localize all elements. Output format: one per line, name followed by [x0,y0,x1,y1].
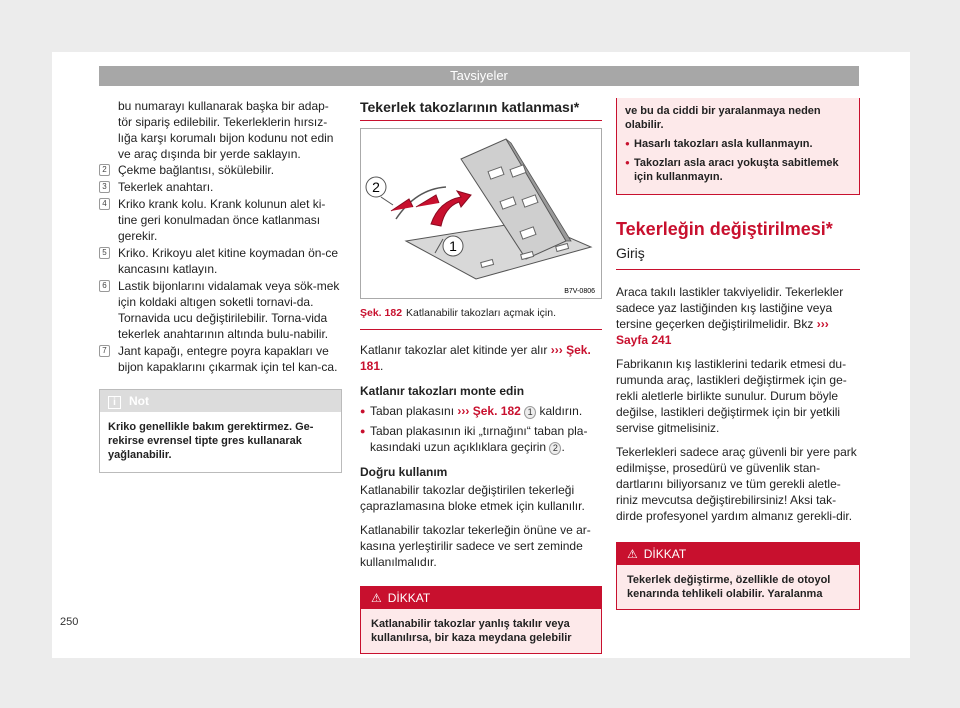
intro-paragraph: bu numarayı kullanarak başka bir adap-tör sipariş edilebilir. Tekerleklerin hırsız-lığa karşı korumalı bijon kodunu not edin ve araç dışında bir yerde saklayın. [118,99,334,161]
bullet-1 [360,403,602,419]
item-number-badge: 6 [99,280,110,292]
item-text: Kriko. Krikoyu alet kitine koymadan ön-ce kancasını katlayın. [118,246,339,276]
warning-continuation [616,98,860,195]
note-box [99,389,342,473]
warning-cont-text: ve bu da ciddi bir yaralanmaya neden olabilir. [625,105,821,131]
column-left [99,98,342,473]
item-number-badge: 4 [99,198,110,210]
warning-title: DİKKAT [643,547,687,561]
item-text: Lastik bijonlarını vidalamak veya sök-mek için koldaki altıgen soketli tornavi-da. Tornavida ucu değiştirilebilir. Torna-vida tekerlek anahtarının altında bulu-nabilir. [118,279,340,341]
caption-text: Katlanabilir takozları açmak için. [406,307,557,319]
figure-caption [360,305,602,330]
warning-box [360,586,602,654]
ref-arrows: ››› [550,343,563,357]
warning-bullet-2: ● Takozları asla aracı yokuşta sabitlemek için kullanmayın. [625,156,851,184]
list-item [99,162,342,178]
paragraph-1 [360,342,602,374]
item-number-badge: 3 [99,181,110,193]
numbered-list [99,162,342,375]
warning-box [616,542,860,610]
note-body: Kriko genellikle bakım gerektirmez. Ge-rekirse evrensel tipte gres kullanarak yağlanabilir. [108,421,314,461]
paragraph-1 [616,284,860,348]
list-item [99,245,342,277]
item-text: Çekme bağlantısı, sökülebilir. [118,163,275,177]
warning-body: Katlanabilir takozlar yanlış takılır veya kullanılırsa, bir kaza meydana gelebilir [361,609,601,653]
page-link[interactable]: Sayfa 241 [616,333,672,347]
b2-end: . [561,440,565,454]
paragraph-3: Katlanabilir takozlar tekerleğin önüne ve ar-kasına yerleştirilir sadece ve sert zeminde kullanılmalıdır. [360,523,591,569]
list-item [99,196,342,244]
subheading-usage: Doğru kullanım [360,465,448,479]
column-middle [360,98,602,654]
item-number-badge: 2 [99,164,110,176]
callout-badge: 1 [524,406,536,419]
b2-text: Taban plakasının iki „tırnağını“ taban pla-kasındaki uzun açıklıklara geçirin [370,424,588,454]
list-item [99,343,342,375]
caption-label: Şek. 182 [360,307,403,319]
figure-image [360,128,602,299]
item-text: Kriko krank kolu. Krank kolunun alet ki-tine geri konulmadan önce katlanması gerekir. [118,197,326,243]
page-number: 250 [60,616,79,628]
subheading-install: Katlanır takozları monte edin [360,384,525,398]
item-text: Jant kapağı, entegre poyra kapakları ve bijon kapaklarını çıkarmak için tel kan-ca. [118,344,338,374]
figure-code: B7V-0806 [564,288,595,295]
column-right [616,98,860,610]
section-header: Tavsiyeler [99,66,859,86]
warning-triangle-icon: ⚠ [371,591,382,605]
info-icon: i [108,396,121,409]
paragraph-3: Tekerlekleri sadece araç güvenli bir yere park edilmişse, prosedürü ve güvenlik stan-dartlarını biliyorsanız ve tüm gerekli aletle-riniz mevcutsa değiştirebilirsiniz! Aksi tak-dirde profesyonel yardım almanız gerekli-dir. [616,445,857,523]
chock-drawing [381,139,591,279]
chapter-title: Tekerleğin değiştirilmesi* [616,219,833,239]
warning-title: DİKKAT [387,591,431,605]
paragraph-2: Fabrikanın kış lastiklerini tedarik etmesi du-rumunda araç, lastikleri değiştirmek için ge-rekli aletlerle birlikte sunulur. Durum böyle değilse, lastikleri değiştirmek için bir yetkili servise gitmelisiniz. [616,357,847,435]
warning-triangle-icon: ⚠ [627,547,638,561]
section-title: Tekerlek takozlarının katlanması* [360,98,602,121]
note-title: Not [129,394,149,408]
bullet-2 [360,423,602,455]
figure-label-2: 2 [372,179,380,195]
item-text: Tekerlek anahtarı. [118,180,214,194]
item-number-badge: 5 [99,247,110,259]
figure-link[interactable]: Şek. 181 [360,343,591,373]
warning-body: Tekerlek değiştirme, özellikle de otoyol kenarında tehlikeli olabilir. Yaralanma [617,565,859,609]
figure-label-1: 1 [449,238,457,254]
figure-link[interactable]: Şek. 182 [472,404,521,418]
ref-arrows: ››› [457,404,470,418]
b1-end: kaldırın. [539,404,583,418]
b1-text: Taban plakasını [370,404,455,418]
list-item [99,179,342,195]
p1-text: Katlanır takozlar alet kitinde yer alır [360,343,548,357]
warning-header [617,543,859,565]
section-subtitle: Giriş [616,245,860,270]
p1-text: Araca takılı lastikler takviyelidir. Tekerlekler sadece yaz lastiğinden kış lastiğine veya tersine geçerken değiştirilmelidir. Bkz [616,285,844,331]
callout-badge: 2 [549,442,561,455]
wheel-chock-illustration [361,129,601,298]
item-number-badge: 7 [99,345,110,357]
ref-arrows: ››› [816,317,829,331]
warning-bullet-1: ● Hasarlı takozları asla kullanmayın. [625,137,851,151]
list-item [99,278,342,342]
note-header [100,390,341,412]
paragraph-2: Katlanabilir takozlar değiştirilen tekerleği çaprazlamasına bloke etmek için kullanılır. [360,483,585,513]
p1-end: . [380,359,384,373]
warning-header [361,587,601,609]
